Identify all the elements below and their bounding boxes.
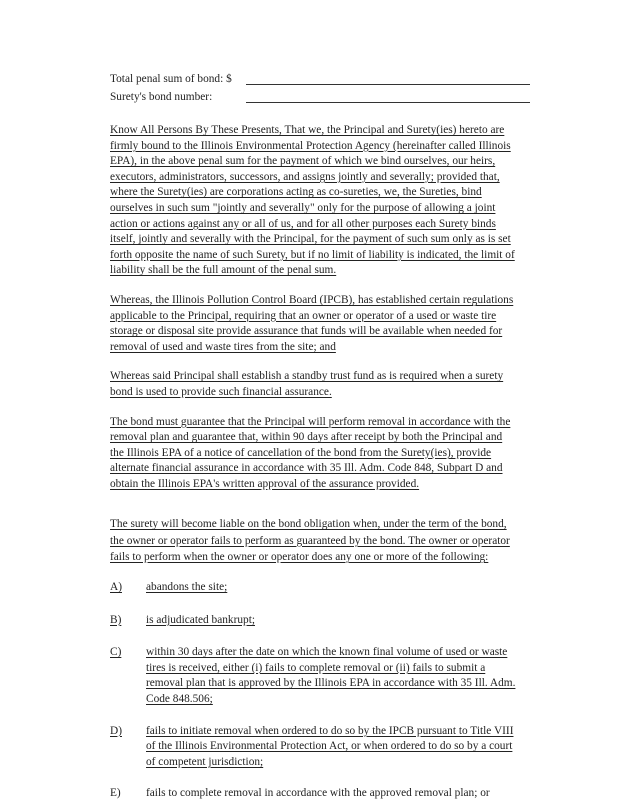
item-text <box>146 613 540 629</box>
item-line: fails to initiate removal when ordered to do so by the IPCB pursuant to Title VIII <box>146 724 514 737</box>
paragraph-line: the owner or operator fails to perform as guaranteed by the bond. The owner or operator <box>110 534 510 547</box>
paragraph-line: storage or disposal site provide assurance that funds will be available when needed for <box>110 325 503 338</box>
know-all-paragraph <box>110 123 540 279</box>
paragraph-line: removal of used and waste tires from the site; and <box>110 340 336 353</box>
paragraph-line: removal plan and guarantee that, within 90 days after receipt by both the Principal and <box>110 431 503 444</box>
paragraph-line: Whereas, the Illinois Pollution Control Board (IPCB), has established certain regulations <box>110 293 514 306</box>
item-text <box>146 580 540 596</box>
paragraph-line: The surety will become liable on the bond obligation when, under the term of the bond, <box>110 518 507 531</box>
paragraph-line: applicable to the Principal, requiring that an owner or operator of a used or waste tire <box>110 309 497 322</box>
item-label: D) <box>110 724 122 737</box>
item-label: A) <box>110 581 122 594</box>
list-item <box>110 724 540 771</box>
penal-sum-label: Total penal sum of bond: $ <box>110 73 232 86</box>
bond-document <box>110 70 540 802</box>
liable-paragraph <box>110 516 540 565</box>
item-line: within 30 days after the date on which the known final volume of used or waste <box>146 646 508 659</box>
item-label: E) <box>110 787 121 800</box>
paragraph-line: Know All Persons By These Presents, That we, the Principal and Surety(ies) hereto are <box>110 124 505 136</box>
paragraph-line: executors, administrators, successors, and assigns jointly and severally; provided that, <box>110 170 500 183</box>
guarantee-paragraph <box>110 415 540 493</box>
item-label: C) <box>110 646 122 659</box>
whereas-trust-paragraph <box>110 369 540 400</box>
list-item <box>110 580 540 596</box>
paragraph-line: ourselves in such sum "jointly and severally" only for the purpose of allowing a joint <box>110 201 496 214</box>
penal-sum-field <box>110 70 540 88</box>
item-line: is adjudicated bankrupt; <box>146 613 255 626</box>
paragraph-line: itself, jointly and severally with the Principal, for the payment of such sum only as is set <box>110 233 511 246</box>
item-line: Code 848.506; <box>146 693 213 706</box>
paragraph-line: where the Surety(ies) are corporations acting as co-sureties, we, the Sureties, bind <box>110 186 482 199</box>
paragraph-line: Whereas said Principal shall establish a standby trust fund as is required when a surety <box>110 370 504 383</box>
paragraph-line: obtain the Illinois EPA's written approval of the assurance provided. <box>110 477 420 490</box>
surety-number-blank[interactable] <box>246 91 530 103</box>
item-label: B) <box>110 613 122 626</box>
item-text <box>146 645 540 707</box>
item-line: abandons the site; <box>146 581 228 594</box>
surety-number-label: Surety's bond number: <box>110 91 213 104</box>
paragraph-line: forth opposite the name of such Surety, but if no limit of liability is indicated, the limit of <box>110 248 515 261</box>
paragraph-line: EPA), in the above penal sum for the payment of which we bind ourselves, our heirs, <box>110 155 496 168</box>
item-line: removal plan that is approved by the Illinois EPA in accordance with 35 Ill. Adm. <box>146 677 516 690</box>
paragraph-line: fails to perform when the owner or operator does any one or more of the following: <box>110 550 489 563</box>
item-text <box>146 724 540 771</box>
paragraph-line: bond is used to provide such financial assurance. <box>110 385 332 398</box>
paragraph-line: the Illinois EPA of a notice of cancellation of the bond from the Surety(ies), provide <box>110 446 492 459</box>
item-line: of competent jurisdiction; <box>146 755 264 768</box>
paragraph-line: alternate financial assurance in accordance with 35 Ill. Adm. Code 848, Subpart D and <box>110 462 503 475</box>
paragraph-line: liability shall be the full amount of the penal sum. <box>110 264 337 277</box>
surety-number-field <box>110 88 540 106</box>
item-line: fails to complete removal in accordance with the approved removal plan; or <box>146 787 490 800</box>
list-item <box>110 645 540 707</box>
paragraph-line: action or actions against any or all of us, and for all other purposes each Surety binds <box>110 217 496 230</box>
item-line: of the Illinois Environmental Protection Act, or when ordered to do so by a court <box>146 740 513 753</box>
list-item <box>110 613 540 629</box>
item-line: tires is received, either (i) fails to complete removal or (ii) fails to submit a <box>146 661 486 674</box>
paragraph-line: firmly bound to the Illinois Environmental Protection Agency (hereinafter called Illinois <box>110 139 511 152</box>
paragraph-line: The bond must guarantee that the Principal will perform removal in accordance with the <box>110 415 511 428</box>
penal-sum-blank[interactable] <box>246 73 530 85</box>
whereas-ipcb-paragraph <box>110 293 540 355</box>
